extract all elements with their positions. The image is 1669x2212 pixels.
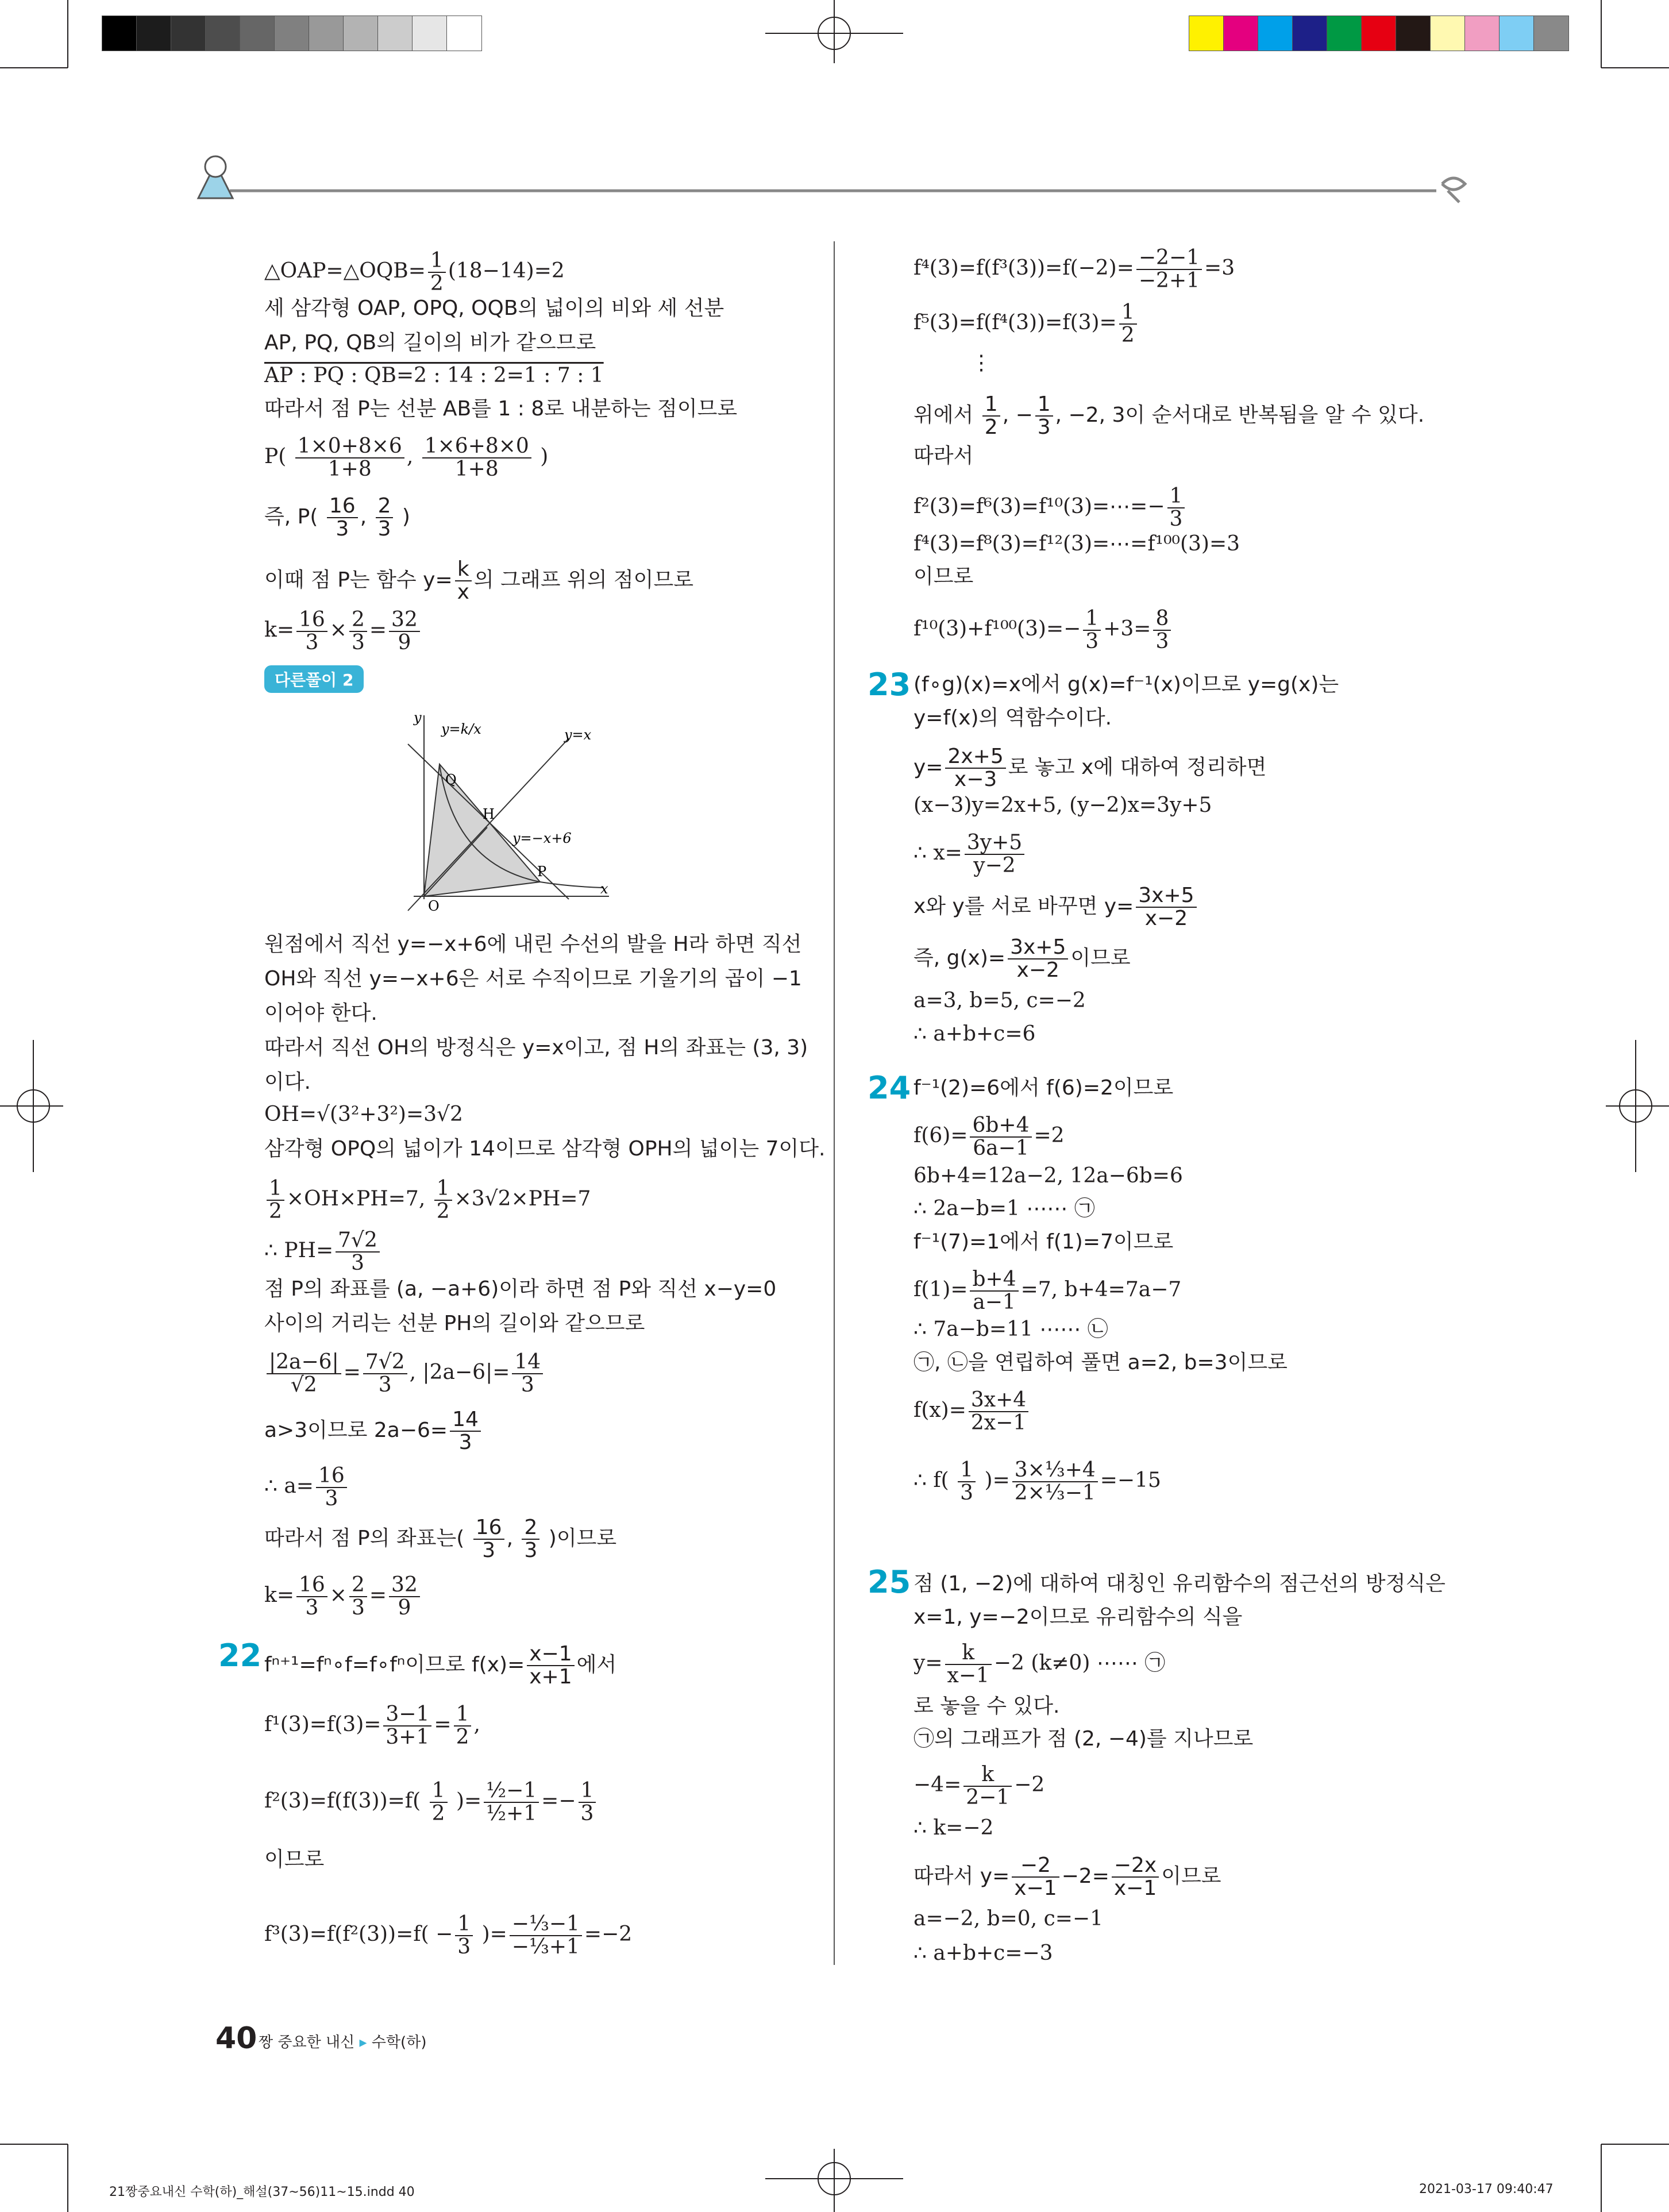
graph-figure [402, 710, 620, 916]
q24-eq2: ∴ 2a−b=1 ⋯⋯ ㉠ [913, 1197, 1095, 1220]
color-swatch [137, 16, 171, 51]
problem-number-23: 23 [868, 666, 911, 703]
mascot-icon [198, 156, 233, 198]
y-axis-label: y [414, 710, 422, 726]
area-equation-ph: $\frac{1}{2}$ ×OH×PH=7, $\frac{1}{2}$ ×3√2×PH=7 [264, 1178, 591, 1223]
color-swatch [1327, 16, 1362, 51]
text-line: OH와 직선 y=−x+6은 서로 수직이므로 기울기의 곱이 −1 [264, 967, 802, 991]
color-swatch [1293, 16, 1327, 51]
f5-line: f⁵(3)=f(f⁴(3))=f(3)= $\frac{1}{2}$ [913, 302, 1139, 346]
book-title: 짱 중요한 내신 ▸ 수학(하) [259, 2034, 427, 2051]
k-value-2: k= $\frac{16}{3}$ × $\frac{2}{3}$ = $\frac{32}{9}$ [264, 1574, 422, 1619]
text-line: 이때 점 P는 함수 y= $\frac{k}{x}$ 의 그래프 위의 점이므로 [264, 557, 694, 604]
color-swatch [413, 16, 447, 51]
q24-fx: f(x)= $\frac{3x+4}{2x-1}$ [913, 1389, 1031, 1434]
q22-line: fⁿ⁺¹=fⁿ∘f=f∘fⁿ이므로 f(x)= $\frac{x-1}{x+1}$ 에서 [264, 1642, 617, 1689]
point-h-label: H [483, 806, 495, 822]
alt-solution-badge: 다른풀이 2 [264, 665, 364, 693]
point-q-label: Q [445, 772, 457, 788]
problem-number-22: 22 [218, 1637, 262, 1674]
color-swatch [1396, 16, 1431, 51]
q23-rearrange: (x−3)y=2x+5, (y−2)x=3y+5 [913, 793, 1212, 817]
problem-number-25: 25 [868, 1564, 911, 1600]
q22-f2: f²(3)=f(f(3))=f( $\frac{1}{2}$ )= $\frac{\text{½−1}}{\text{½+1}}$ =− $\frac{1}{3}$ [264, 1780, 598, 1825]
text-line: 삼각형 OPQ의 넓이가 14이므로 삼각형 OPH의 넓이는 7이다. [264, 1137, 826, 1161]
text-line: 원점에서 직선 y=−x+6에 내린 수선의 발을 H라 하면 직선 [264, 932, 802, 956]
distance-equation: $\frac{|2a-6|}{√2}$ = $\frac{7√2}{3}$ , |2a−6|= $\frac{14}{3}$ [264, 1351, 545, 1396]
oh-length: OH=√(3²+3²)=3√2 [264, 1103, 463, 1126]
text-line: ㉠, ㉡을 연립하여 풀면 a=2, b=3이므로 [913, 1351, 1288, 1374]
text-line: 이다. [264, 1070, 311, 1094]
x-axis-label: x [600, 881, 608, 897]
text-line: 이어야 한다. [264, 1001, 377, 1025]
text-line: f⁻¹(2)=6에서 f(6)=2이므로 [913, 1076, 1174, 1100]
file-name: 21짱중요내신 수학(하)_해설(37~56)11~15.indd 40 [109, 2185, 415, 2199]
f-sum: f¹⁰(3)+f¹⁰⁰(3)=− $\frac{1}{3}$ +3= $\frac{8}{3}$ [913, 608, 1173, 653]
f4-line: f⁴(3)=f(f³(3))=f(−2)= $\frac{-2-1}{-2+1}$ =3 [913, 246, 1235, 292]
text-line: 따라서 직선 OH의 방정식은 y=x이고, 점 H의 좌표는 (3, 3) [264, 1036, 808, 1059]
q25-k: ∴ k=−2 [913, 1816, 994, 1840]
q25-answer: ∴ a+b+c=−3 [913, 1941, 1053, 1965]
q23-eq: y= $\frac{2x+5}{x-3}$ 로 놓고 x에 대하여 정리하면 [913, 745, 1267, 791]
color-swatch [1258, 16, 1293, 51]
text-line: 이므로 [913, 565, 974, 588]
color-swatch [309, 16, 344, 51]
ribbon-icon [1442, 178, 1465, 202]
q24-answer: ∴ f( $\frac{1}{3}$ )= $\frac{\text{3×⅓+4}}{\text{2×⅓−1}}$ =−15 [913, 1458, 1161, 1505]
q25-abc: a=−2, b=0, c=−1 [913, 1907, 1103, 1930]
point-p-coords: 따라서 점 P의 좌표는( $\frac{16}{3}$ , $\frac{2}{3}$ )이므로 [264, 1516, 617, 1562]
text-line: 따라서 [913, 444, 974, 468]
text-line: ㉠의 그래프가 점 (2, −4)를 지나므로 [913, 1727, 1254, 1751]
color-swatch [171, 16, 206, 51]
ratio-line: AP : PQ : QB=2 : 14 : 2=1 : 7 : 1 [264, 364, 604, 387]
line-y-x-label: y=x [564, 727, 592, 743]
q24-eq3: ∴ 7a−b=11 ⋯⋯ ㉡ [913, 1317, 1108, 1341]
repeat-line: 위에서 $\frac{1}{2}$ , − $\frac{1}{3}$ , −2, 3이 순서대로 반복됨을 알 수 있다. [913, 392, 1425, 439]
color-swatch [1465, 16, 1500, 51]
q24-f6: f(6)= $\frac{6b+4}{6a-1}$ =2 [913, 1113, 1065, 1160]
text-line: 점 P의 좌표를 (a, −a+6)이라 하면 점 P와 직선 x−y=0 [264, 1277, 777, 1301]
origin-label: O [428, 898, 440, 914]
line-neg-label: y=−x+6 [512, 830, 572, 846]
point-p-result: 즉, P( $\frac{16}{3}$ , $\frac{2}{3}$ ) [264, 494, 410, 541]
color-swatch [447, 16, 481, 51]
text-line: y=f(x)의 역함수이다. [913, 706, 1112, 730]
q23-answer: ∴ a+b+c=6 [913, 1022, 1036, 1046]
color-swatch [344, 16, 378, 51]
color-swatch [1189, 16, 1224, 51]
color-swatch [240, 16, 275, 51]
ph-result: ∴ PH= $\frac{7√2}{3}$ [264, 1230, 382, 1274]
q23-g: 즉, g(x)= $\frac{3x+5}{x-2}$ 이므로 [913, 935, 1131, 982]
color-swatch [1431, 16, 1465, 51]
q24-eq1: 6b+4=12a−2, 12a−6b=6 [913, 1164, 1183, 1188]
text-line: 따라서 점 P는 선분 AB를 1 : 8로 내분하는 점이므로 [264, 397, 738, 421]
point-p-label: P [537, 864, 547, 880]
f4-chain: f⁴(3)=f⁸(3)=f¹²(3)=⋯=f¹⁰⁰(3)=3 [913, 532, 1240, 556]
curve-label: y=k/x [441, 721, 481, 737]
q23-x: ∴ x= $\frac{3y+5}{y-2}$ [913, 832, 1027, 877]
q22-f3: f³(3)=f(f²(3))=f( − $\frac{1}{3}$ )= $\frac{\text{−⅓−1}}{\text{−⅓+1}}$ =−2 [264, 1912, 633, 1959]
q25-eq: y= $\frac{k}{x-1}$ −2 (k≠0) ⋯⋯ ㉠ [913, 1641, 1166, 1687]
color-swatch [1500, 16, 1534, 51]
color-swatch [206, 16, 240, 51]
q23-abc: a=3, b=5, c=−2 [913, 989, 1086, 1012]
color-swatch [1362, 16, 1396, 51]
condition-line: a>3이므로 2a−6= $\frac{14}{3}$ [264, 1409, 483, 1454]
q25-result: 따라서 y= $\frac{-2}{x-1}$ −2= $\frac{-2x}{x-1}$ 이므로 [913, 1853, 1221, 1900]
page-number: 40 [215, 2021, 257, 2056]
area-equation: △OAP=△OQB= $\frac{1}{2}$ (18−14)=2 [264, 249, 565, 295]
ellipsis: ⋮ [971, 351, 992, 375]
print-date: 2021-03-17 09:40:47 [1419, 2182, 1554, 2196]
text-line: (f∘g)(x)=x에서 g(x)=f⁻¹(x)이므로 y=g(x)는 [913, 673, 1339, 696]
problem-number-24: 24 [868, 1070, 911, 1106]
color-swatch [102, 16, 137, 51]
k-value: k= $\frac{16}{3}$ × $\frac{2}{3}$ = $\frac{32}{9}$ [264, 609, 422, 654]
text-line: 사이의 거리는 선분 PH의 길이와 같으므로 [264, 1312, 645, 1335]
text-line: 이므로 [264, 1848, 325, 1871]
text-line: AP, PQ, QB의 길이의 비가 같으므로 [264, 331, 596, 354]
text-line: 로 놓을 수 있다. [913, 1694, 1060, 1718]
q25-sub: −4= $\frac{k}{2-1}$ −2 [913, 1763, 1045, 1809]
a-value: ∴ a= $\frac{16}{3}$ [264, 1465, 349, 1510]
q24-f1: f(1)= $\frac{b+4}{a-1}$ =7, b+4=7a−7 [913, 1267, 1182, 1314]
color-swatch [1224, 16, 1258, 51]
text-line: 점 (1, −2)에 대하여 대칭인 유리함수의 점근선의 방정식은 [913, 1572, 1446, 1596]
q23-swap: x와 y를 서로 바꾸면 y= $\frac{3x+5}{x-2}$ [913, 885, 1199, 930]
f2-chain: f²(3)=f⁶(3)=f¹⁰(3)=⋯=− $\frac{1}{3}$ [913, 485, 1187, 530]
color-swatch [1534, 16, 1568, 51]
text-line: 세 삼각형 OAP, OPQ, OQB의 넓이의 비와 세 선분 [264, 296, 724, 320]
text-line: f⁻¹(7)=1에서 f(1)=7이므로 [913, 1230, 1174, 1254]
color-swatch [275, 16, 309, 51]
color-swatch [378, 16, 413, 51]
text-line: x=1, y=−2이므로 유리함수의 식을 [913, 1605, 1243, 1629]
point-p-formula: P( $\frac{1\times 0+8\times 6}{1+8}$ , $\frac{1\times 6+8\times 0}{1+8}$ ) [264, 434, 549, 481]
q22-f1: f¹(3)=f(3)= $\frac{3-1}{3+1}$ = $\frac{1}{2}$ , [264, 1702, 480, 1749]
